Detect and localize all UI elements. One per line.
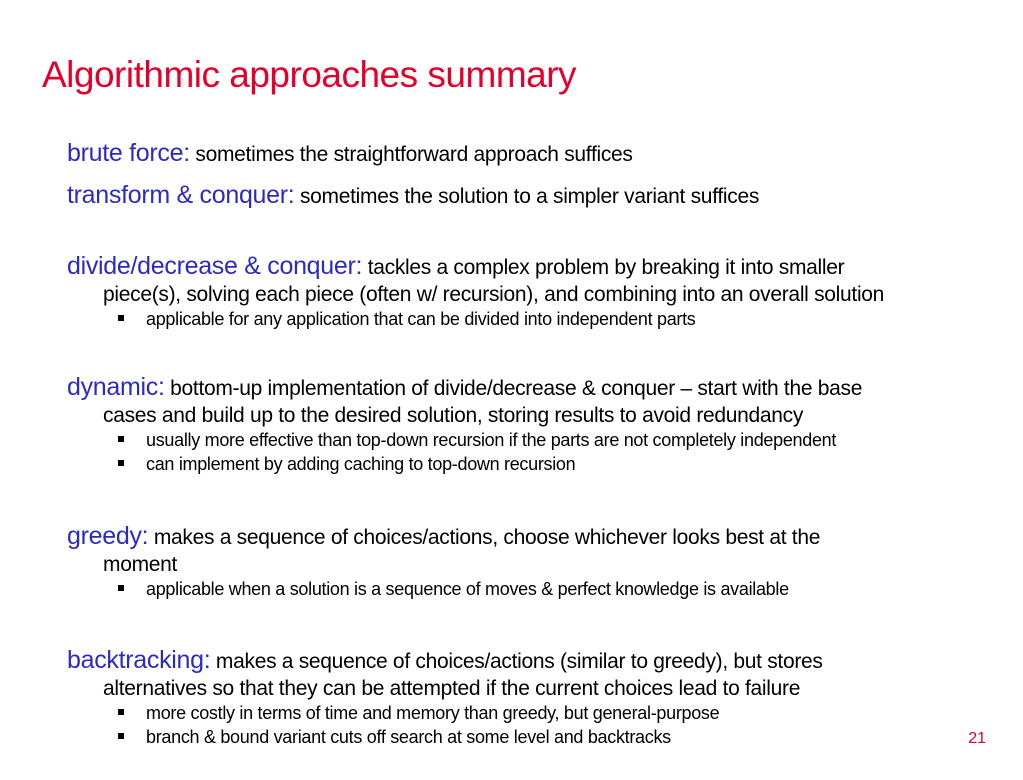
desc-transform-conquer: sometimes the solution to a simpler variant suffices xyxy=(294,185,760,208)
desc-backtracking-continued: alternatives so that they can be attempted if the current choices lead to failure xyxy=(103,677,801,700)
slide-title: Algorithmic approaches summary xyxy=(42,54,577,95)
sub-bullet: applicable when a solution is a sequence of moves & perfect knowledge is available xyxy=(67,577,987,601)
term-greedy: greedy: xyxy=(67,522,149,550)
sub-bullet: applicable for any application that can be divided into independent parts xyxy=(67,307,987,331)
page-number: 21 xyxy=(968,730,986,747)
desc-backtracking: makes a sequence of choices/actions (similar to greedy), but stores xyxy=(210,650,823,673)
square-bullet-icon xyxy=(118,709,124,715)
square-bullet-icon xyxy=(118,436,124,442)
square-bullet-icon xyxy=(118,460,124,466)
sub-bullet: can implement by adding caching to top-down recursion xyxy=(67,452,987,476)
term-backtracking: backtracking: xyxy=(67,646,211,674)
square-bullet-icon xyxy=(118,733,124,739)
item-transform-conquer xyxy=(67,181,987,210)
sub-bullet: more costly in terms of time and memory than greedy, but general-purpose xyxy=(67,701,987,725)
desc-greedy-continued: moment xyxy=(103,553,178,576)
item-dynamic xyxy=(67,373,987,476)
sub-bullet: branch & bound variant cuts off search at some level and backtracks xyxy=(67,725,987,749)
term-dynamic: dynamic: xyxy=(67,373,165,401)
desc-brute-force: sometimes the straightforward approach suffices xyxy=(189,143,633,166)
desc-greedy: makes a sequence of choices/actions, choose whichever looks best at the xyxy=(148,526,821,549)
item-brute-force xyxy=(67,139,987,168)
desc-dynamic: bottom-up implementation of divide/decrease & conquer – start with the base xyxy=(164,377,863,400)
item-backtracking xyxy=(67,646,987,749)
term-divide-conquer: divide/decrease & conquer: xyxy=(67,252,363,280)
item-greedy xyxy=(67,522,987,601)
term-transform-conquer: transform & conquer: xyxy=(67,181,295,209)
term-brute-force: brute force: xyxy=(67,139,190,167)
square-bullet-icon xyxy=(118,585,124,591)
item-divide-conquer xyxy=(67,252,987,331)
square-bullet-icon xyxy=(118,315,124,321)
desc-divide-conquer: tackles a complex problem by breaking it into smaller xyxy=(362,256,845,279)
desc-dynamic-continued: cases and build up to the desired solution, storing results to avoid redundancy xyxy=(103,404,804,427)
desc-divide-conquer-continued: piece(s), solving each piece (often w/ recursion), and combining into an overall solution xyxy=(103,283,885,306)
sub-bullet: usually more effective than top-down recursion if the parts are not completely independent xyxy=(67,428,987,452)
